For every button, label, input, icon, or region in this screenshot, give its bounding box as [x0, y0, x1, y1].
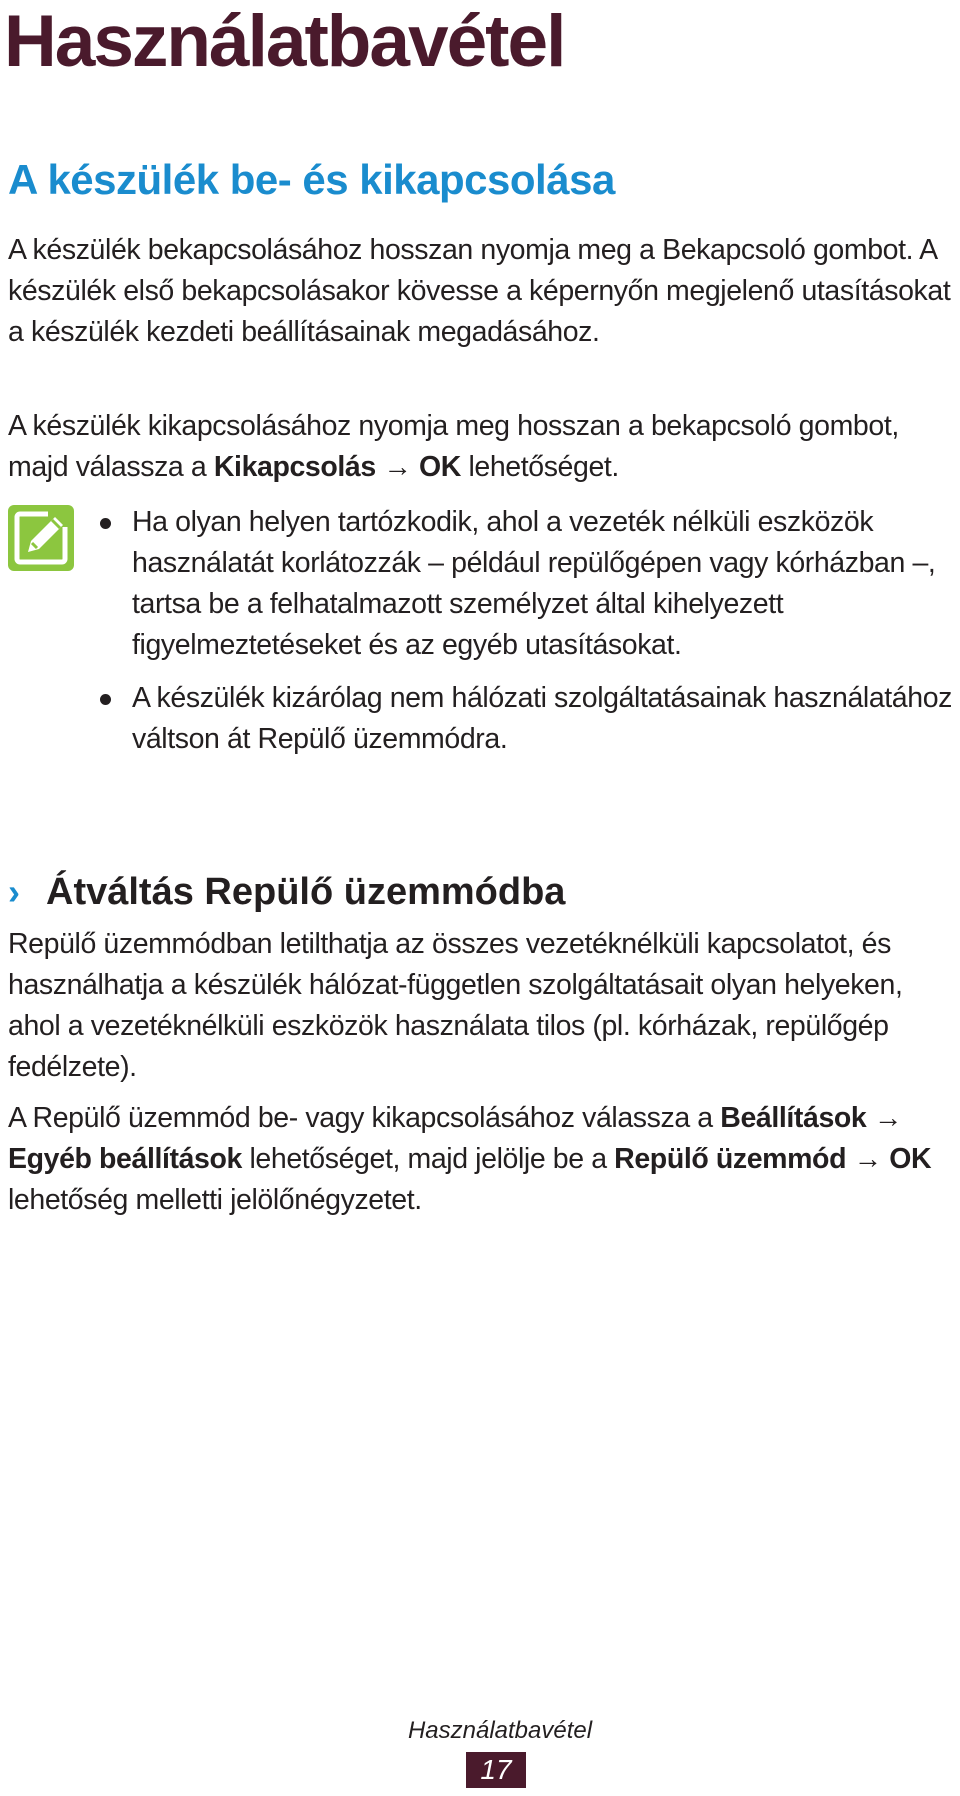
section-heading-power: A készülék be- és kikapcsolása: [8, 156, 615, 203]
footer-section-label: Használatbavétel: [407, 1717, 593, 1744]
instructions-text-after: lehetőség melletti jelölőnégyzetet.: [8, 1184, 422, 1216]
power-off-text-before: A készülék kikapcsolásához nyomja meg hosszan a bekapcsoló gombot, majd válassza a: [8, 410, 899, 483]
airplane-mode-instructions: [8, 1098, 956, 1221]
section-heading-airplane: [8, 864, 565, 920]
airplane-mode-description: Repülő üzemmódban letilthatja az összes vezetéknélküli kapcsolatot, és használhatja a készülék hálózat-független szolgáltatásait olyan helyeken, ahol a vezetéknélküli eszközök használata tilos (pl. kórházak, repülőgép fedélzete).: [8, 928, 903, 1083]
page-title: Használatbavétel: [4, 1, 565, 82]
note-pencil-icon: [8, 505, 74, 571]
power-off-paragraph: [8, 406, 956, 488]
more-settings-option-label: Egyéb beállítások: [8, 1143, 242, 1175]
power-on-paragraph: A készülék bekapcsolásához hosszan nyomja meg a Bekapcsoló gombot. A készülék első bekapcsolásakor kövesse a képernyőn megjelenő utasításokat a készülék kezdeti beállításainak megadásához.: [8, 234, 951, 348]
ok-option-label: OK: [889, 1143, 932, 1175]
bullet-icon: [100, 694, 111, 705]
list-item-text: Ha olyan helyen tartózkodik, ahol a vezeték nélküli eszközök használatát korlátozzák – például repülőgépen vagy kórházban –, tartsa be a felhatalmazott személyzet által kihelyezett figyelmeztetéseket és az egyéb utasításokat.: [132, 506, 936, 661]
power-off-text-after: lehetőséget.: [460, 451, 619, 483]
page-number: 17: [466, 1752, 526, 1788]
chevron-right-icon: ›: [8, 871, 20, 912]
airplane-heading-text: Átváltás Repülő üzemmódba: [46, 871, 566, 913]
list-item-text: A készülék kizárólag nem hálózati szolgáltatásainak használatához váltson át Repülő üzemmódra.: [132, 682, 952, 755]
list-item: [96, 678, 958, 760]
instructions-text-before: A Repülő üzemmód be- vagy kikapcsolásához válassza a: [8, 1102, 721, 1134]
power-off-option-label: Kikapcsolás: [213, 451, 376, 483]
ok-option-label: OK: [418, 451, 461, 483]
settings-option-label: Beállítások: [720, 1102, 867, 1134]
bullet-icon: [100, 518, 111, 529]
instructions-text-middle: lehetőséget, majd jelölje be a: [241, 1143, 615, 1175]
arrow-separator: →: [866, 1102, 902, 1134]
list-item: [96, 502, 958, 666]
note-list: [96, 502, 958, 772]
arrow-separator: →: [846, 1143, 890, 1175]
arrow-separator: →: [375, 451, 419, 483]
airplane-mode-option-label: Repülő üzemmód: [614, 1143, 847, 1175]
